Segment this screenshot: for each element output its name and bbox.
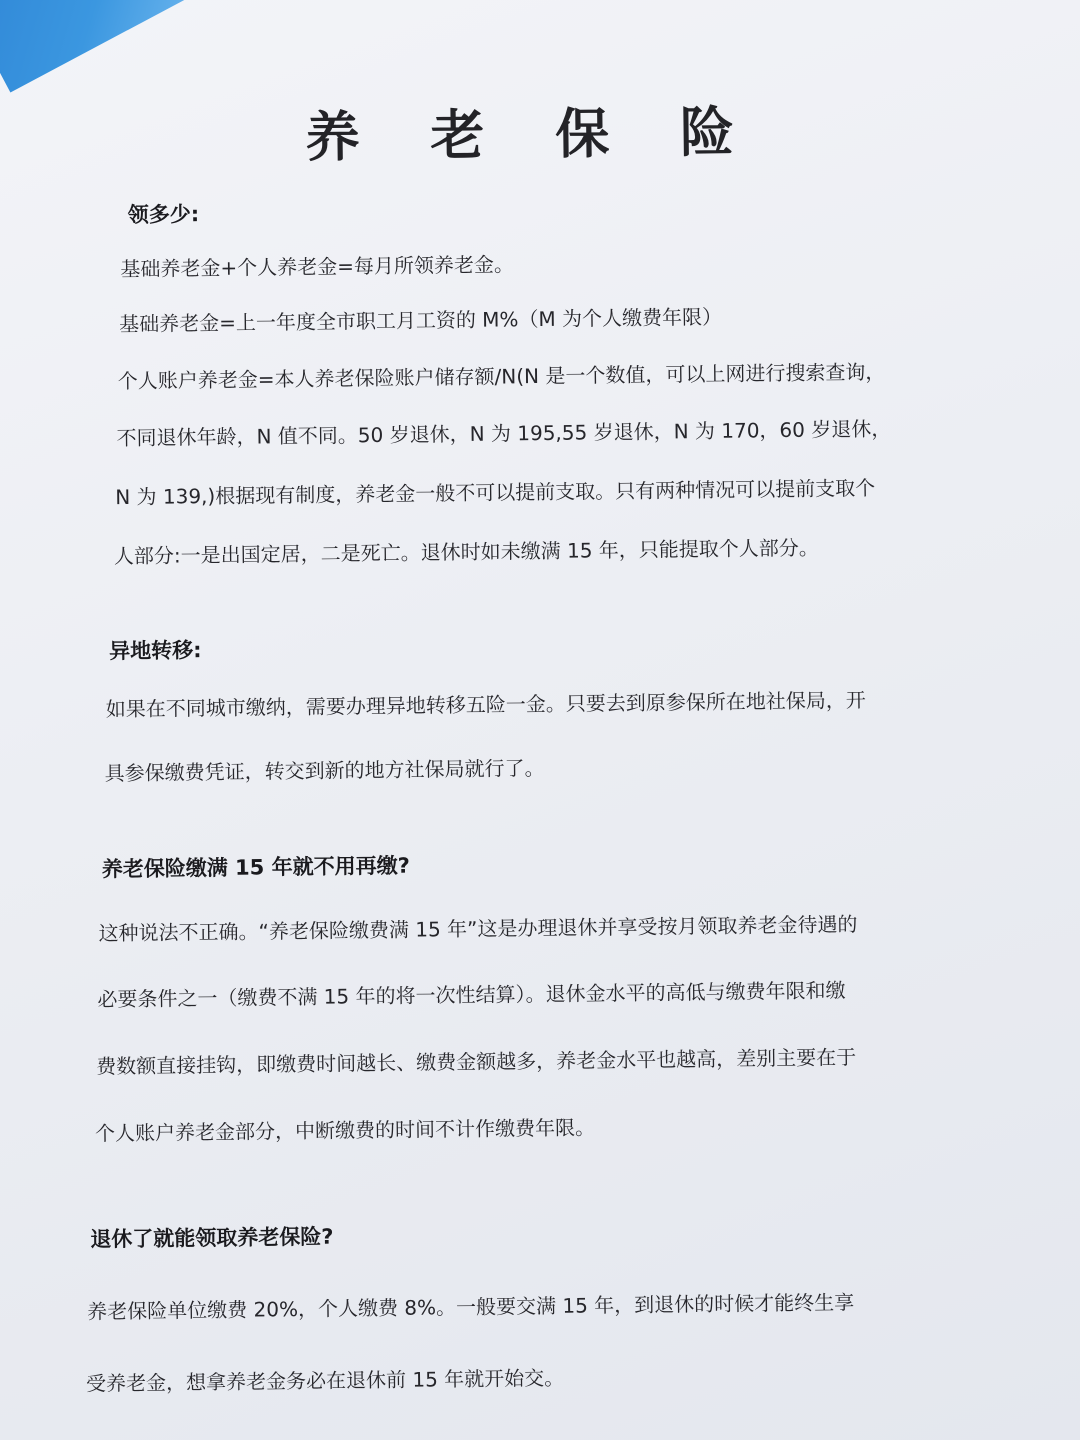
- paragraph-line: N 为 139,)根据现有制度，养老金一般不可以提前支取。只有两种情况可以提前支取个: [115, 475, 876, 510]
- paragraph-line: 具参保缴费凭证，转交到新的地方社保局就行了。: [104, 755, 545, 786]
- section-heading-fifteen-years: 养老保险缴满 15 年就不用再缴?: [101, 853, 410, 882]
- document-title: 养 老 保 险: [305, 99, 761, 169]
- section-heading-retirement: 退休了就能领取养老保险?: [90, 1224, 334, 1252]
- paragraph-line: 个人账户养老金=本人养老保险账户储存额/N(N 是一个数值，可以上网进行搜索查询，: [117, 359, 886, 394]
- paragraph-line: 基础养老金=上一年度全市职工月工资的 M%（M 为个人缴费年限）: [118, 304, 723, 337]
- paragraph-line: 个人账户养老金部分，中断缴费的时间不计作缴费年限。: [94, 1115, 596, 1146]
- paragraph-line: 这种说法不正确。“养老保险缴费满 15 年”这是办理退休并享受按月领取养老金待遇的: [98, 912, 858, 946]
- paragraph-line: 基础养老金+个人养老金=每月所领养老金。: [120, 252, 515, 282]
- section-heading-transfer: 异地转移:: [108, 638, 202, 664]
- paragraph-line: 如果在不同城市缴纳，需要办理异地转移五险一金。只要去到原参保所在地社保局，开: [105, 688, 866, 722]
- paragraph-line: 不同退休年龄，N 值不同。50 岁退休，N 为 195,55 岁退休，N 为 170，60 岁退休，: [116, 416, 892, 451]
- paragraph-line: 受养老金，想拿养老金务必在退休前 15 年就开始交。: [85, 1365, 565, 1396]
- paragraph-line: 养老保险单位缴费 20%，个人缴费 8%。一般要交满 15 年，到退休的时候才能终生享: [87, 1290, 855, 1324]
- paragraph-line: 费数额直接挂钩，即缴费时间越长、缴费金额越多，养老金水平也越高，差别主要在于: [96, 1045, 857, 1079]
- paragraph-line: 人部分:一是出国定居，二是死亡。退休时如未缴满 15 年，只能提取个人部分。: [113, 535, 819, 569]
- paragraph-line: 必要条件之一（缴费不满 15 年的将一次性结算）。退休金水平的高低与缴费年限和缴: [97, 978, 846, 1012]
- section-heading-amount: 领多少:: [127, 202, 200, 227]
